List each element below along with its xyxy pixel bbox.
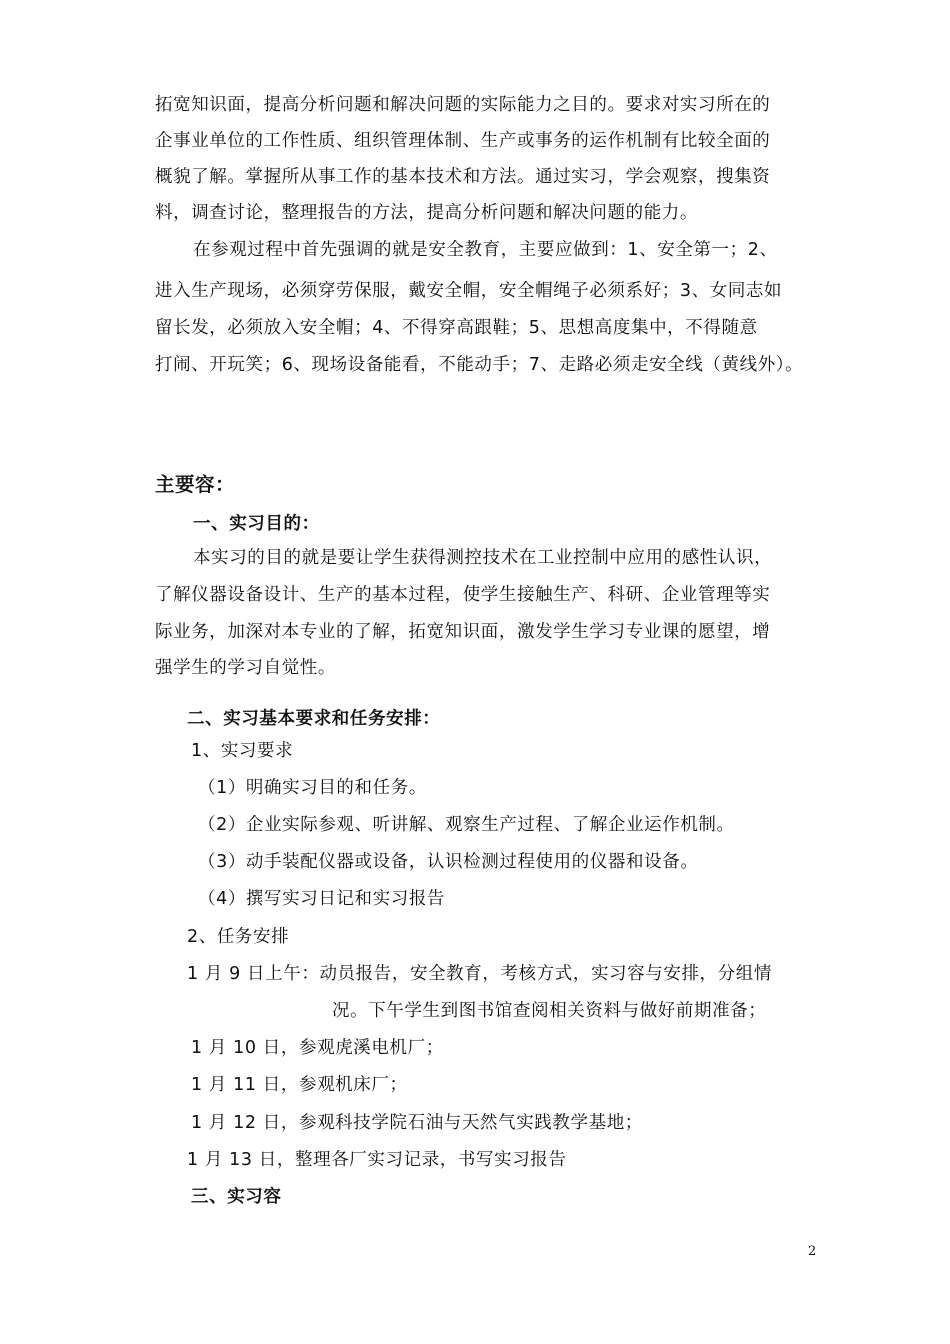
section1-line-3: 际业务，加深对本专业的了解，拓宽知识面，激发学生学习专业课的愿望，增 — [155, 622, 771, 642]
section2-title: 二、实习基本要求和任务安排： — [187, 709, 441, 729]
requirement-item-3: （3）动手装配仪器或设备，认识检测过程使用的仪器和设备。 — [198, 852, 699, 872]
safety-line-4: 打闹、开玩笑；6、现场设备能看，不能动手；7、走路必须走安全线（黄线外）。 — [155, 355, 804, 375]
schedule-item-1: 1 月 9 日上午：动员报告，安全教育，考核方式，实习容与安排，分组情 — [187, 964, 772, 984]
intro-line-4: 料，调查讨论，整理报告的方法，提高分析问题和解决问题的能力。 — [155, 203, 698, 223]
intro-line-3: 概貌了解。掌握所从事工作的基本技术和方法。通过实习，学会观察，搜集资 — [155, 167, 771, 187]
section1-line-2: 了解仪器设备设计、生产的基本过程，使学生接触生产、科研、企业管理等实 — [155, 585, 771, 605]
schedule-item-3: 1 月 11 日，参观机床厂； — [191, 1075, 408, 1095]
safety-line-2: 进入生产现场，必须穿劳保服，戴安全帽，安全帽绳子必须系好；3、女同志如 — [155, 281, 783, 301]
section1-line-4: 强学生的学习自觉性。 — [155, 658, 336, 678]
main-heading: 主要容： — [155, 473, 236, 496]
section1-title: 一、实习目的： — [193, 514, 320, 534]
section3-title: 三、实习容 — [191, 1187, 282, 1207]
requirement-item-2: （2）企业实际参观、听讲解、观察生产过程、了解企业运作机制。 — [198, 815, 735, 835]
requirement-item-1: （1）明确实习目的和任务。 — [198, 778, 427, 798]
safety-line-1: 在参观过程中首先强调的就是安全教育，主要应做到：1、安全第一；2、 — [193, 240, 778, 260]
intro-line-1: 拓宽知识面，提高分析问题和解决问题的实际能力之目的。要求对实习所在的 — [155, 95, 771, 115]
page-number: 2 — [808, 1244, 817, 1259]
section1-line-1: 本实习的目的就是要让学生获得测控技术在工业控制中应用的感性认识， — [193, 548, 773, 568]
tasks-title: 2、任务安排 — [187, 927, 290, 947]
schedule-item-5: 1 月 13 日，整理各厂实习记录，书写实习报告 — [187, 1150, 567, 1170]
safety-line-3: 留长发，必须放入安全帽；4、不得穿高跟鞋；5、思想高度集中，不得随意 — [155, 318, 758, 338]
schedule-item-4: 1 月 12 日，参观科技学院石油与天然气实践教学基地； — [191, 1113, 643, 1133]
schedule-item-1-cont: 况。下午学生到图书馆查阅相关资料与做好前期准备； — [332, 1001, 767, 1021]
requirements-title: 1、实习要求 — [191, 741, 294, 761]
schedule-item-2: 1 月 10 日，参观虎溪电机厂； — [191, 1038, 444, 1058]
requirement-item-4: （4）撰写实习日记和实习报告 — [198, 889, 446, 909]
intro-line-2: 企事业单位的工作性质、组织管理体制、生产或事务的运作机制有比较全面的 — [155, 131, 771, 151]
